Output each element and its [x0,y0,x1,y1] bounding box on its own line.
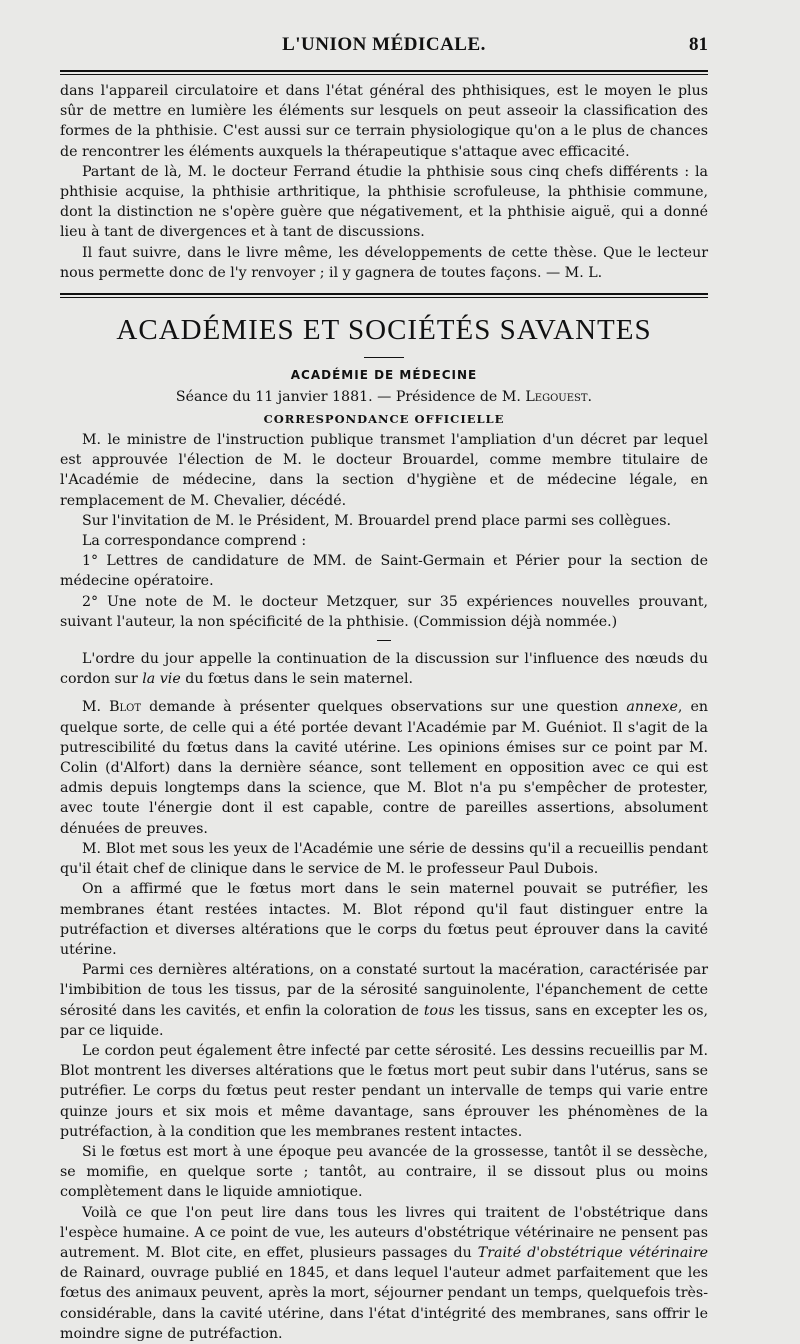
body-paragraph-9: On a affirmé que le fœtus mort dans le sein maternel pouvait se putréfier, les membranes étant restées intactes. M. Blot répond qu'il faut distinguer entre la putréfaction et diverses altérations que le corps du fœtus peut éprouver dans la cavité utérine. [60,881,708,958]
intro-paragraph-2: Partant de là, M. le docteur Ferrand étudie la phthisie sous cinq chefs différents : la phthisie acquise, la phthisie arthritique, la phthisie scrofuleuse, la phthisie commune, dont la distinction ne s'opère guère que négativement, et la phthisie aiguë, qui a donné lieu à tant de divergences et à tant de discussions. [60,163,708,241]
title-underline [364,357,404,358]
page-number: 81 [689,34,708,55]
body-paragraph-13 [60,1203,708,1344]
session-line [60,386,708,408]
p7-name: M. Blot [82,699,142,716]
session-president: Legouest [525,389,588,406]
p10-text-b: les tissus, sans en excepter les os, par ce liquide. [60,1002,709,1039]
running-head [60,30,708,70]
body-paragraph-12: Si le fœtus est mort à une époque peu avancée de la grossesse, tantôt il se dessèche, se momifie, en quelque sorte ; tantôt, au contraire, il se dissout plus ou moins complètement dans le liquide amniotique. [60,1143,708,1201]
p6-italic: la vie [142,671,181,688]
p13-text-a: Voilà ce que l'on peut lire dans tous les livres qui traitent de l'obstétrique dans l'espèce humaine. A ce point de vue, les auteurs d'obstétrique vétérinaire ne pensent pas autrement. M. Blot cite, en effet, plusieurs passages du [60,1204,708,1261]
p6-text-a: L'ordre du jour appelle la continuation de la discussion sur l'influence des nœuds du cordon sur [60,651,708,688]
section-rule [60,293,708,298]
journal-title: L'UNION MÉDICALE. [282,34,486,55]
intro-paragraph-1: dans l'appareil circulatoire et dans l'état général des phthisiques, est le moyen le plus sûr de mettre en lumière les éléments sur lesquels on peut asseoir la classification des formes de la phthisie. C'est aussi sur ce terrain physiologique qu'on a le plus de chances de rencontrer les éléments auxquels la thérapeutique s'attaque avec efficacité. [60,83,708,160]
body-paragraph-8: M. Blot met sous les yeux de l'Académie une série de dessins qu'il a recueillis pendant qu'il était chef de clinique dans le service de M. le professeur Paul Dubois. [60,840,708,878]
header-rule [60,70,708,75]
body-paragraph-1: M. le ministre de l'instruction publique transmet l'ampliation d'un décret par lequel est approuvée l'élection de M. le docteur Brouardel, comme membre titulaire de l'Académie de médecine, dans la section d'hygiène et de médecine légale, en remplacement de M. Chevalier, décédé. [60,432,708,509]
academy-heading: ACADÉMIE DE MÉDECINE [290,368,478,383]
p7-text-a: demande à présenter quelques observations sur une question [141,699,627,716]
p13-text-b: de Rainard, ouvrage publié en 1845, et dans lequel l'auteur admet parfaitement que les fœtus des animaux peuvent, après la mort, séjourner pendant un temps, quelquefois très-considérable, dans la cavité utérine, dans l'état d'intégrité des membranes, sans offrir le moindre signe de putréfaction. [60,1265,708,1342]
body-paragraph-2: Sur l'invitation de M. le Président, M. Brouardel prend place parmi ses collègues. [82,512,672,529]
session-prefix: Séance du 11 janvier 1881. — Présidence de M. [175,389,526,406]
section-title: ACADÉMIES ET SOCIÉTÉS SAVANTES [116,314,652,347]
intro-paragraph-3: Il faut suivre, dans le livre même, les développements de cette thèse. Que le lecteur nous permette donc de l'y renvoyer ; il y gagnera de toutes façons. — M. L. [60,244,708,281]
body-paragraph-4: 1° Lettres de candidature de MM. de Saint-Germain et Périer pour la section de médecine opératoire. [60,553,708,590]
separator-dash [377,640,391,641]
p6-text-b: du fœtus dans le sein maternel. [180,671,414,688]
body-paragraph-6 [60,649,708,689]
correspondence-heading: CORRESPONDANCE OFFICIELLE [263,412,505,427]
body-paragraph-3: La correspondance comprend : [82,533,307,550]
p7-text-b: , en quelque sorte, de celle qui a été portée devant l'Académie par M. Guéniot. Il s'agit de la putrescibilité du fœtus dans la cavité utérine. Les opinions émises sur ce point par M. Colin (d'Alfort) dans la dernière séance, sont tellement en opposition avec ce qui est admis depuis longtemps dans la science, que M. Blot n'a pu s'empêcher de protester, avec toute l'énergie dont il est capable, contre de pareilles assertions, absolument dénuées de preuves. [60,699,708,837]
body-paragraph-10 [60,960,708,1041]
p7-italic: annexe [626,699,678,716]
p10-italic: tous [423,1002,455,1019]
p13-italic: Traité d'obstétrique vétérinaire [477,1244,708,1261]
body-paragraph-11: Le cordon peut également être infecté par cette sérosité. Les dessins recueillis par M. Blot montrent les diverses altérations que le fœtus mort peut subir dans l'utérus, sans se putréfier. Le corps du fœtus peut rester pendant un intervalle de temps qui varie entre quinze jours et six mois et même davantage, sans éprouver les phénomènes de la putréfaction, à la condition que les membranes restent intactes. [60,1042,708,1140]
session-suffix: . [587,389,593,406]
body-paragraph-5: 2° Une note de M. le docteur Metzquer, sur 35 expériences nouvelles prouvant, suivant l'auteur, la non spécificité de la phthisie. (Commission déjà nommée.) [60,593,708,630]
body-paragraph-7 [60,697,708,838]
p10-text-a: Parmi ces dernières altérations, on a constaté surtout la macération, caractérisée par l'imbibition de tous les tissus, par de la sérosité sanguinolente, l'épanchement de cette sérosité dans les cavités, et enfin la coloration de [60,962,708,1019]
